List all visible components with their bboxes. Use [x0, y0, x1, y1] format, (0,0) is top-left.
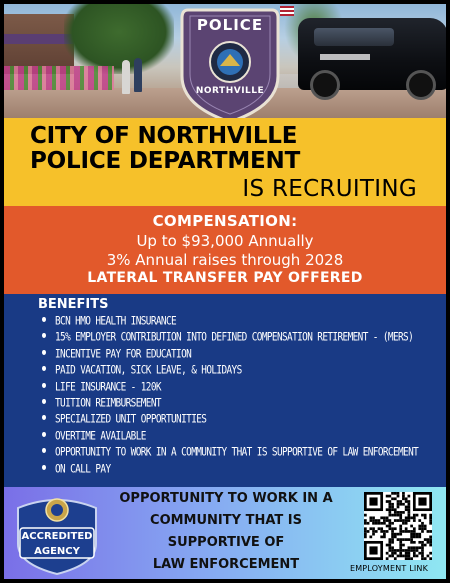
recruitment-poster: [4, 4, 446, 579]
badge-top-text: POLICE: [196, 16, 264, 34]
benefit-text: ON CALL PAY: [55, 461, 111, 476]
bullet-icon: [42, 350, 46, 355]
bullet-icon: [42, 333, 46, 338]
benefit-text: OVERTIME AVAILABLE: [55, 429, 146, 443]
title-line-1: CITY OF NORTHVILLE: [30, 123, 298, 149]
trees: [64, 4, 174, 74]
benefit-text: 15% EMPLOYER CONTRIBUTION INTO DEFINED COMPENSATION RETIREMENT - (MERS): [55, 330, 414, 345]
benefit-text: BCN HMO HEALTH INSURANCE: [55, 314, 177, 329]
qr-code-icon: [364, 492, 432, 560]
badge-bottom-text: NORTHVILLE: [195, 86, 265, 96]
benefit-text: LIFE INSURANCE - 120K: [55, 380, 161, 394]
benefit-text: INCENTIVE PAY FOR EDUCATION: [55, 347, 192, 361]
opportunity-line-3: SUPPORTIVE OF: [167, 535, 285, 550]
opportunity-statement: [110, 488, 342, 576]
bullet-icon: [42, 366, 46, 371]
benefit-text: PAID VACATION, SICK LEAVE, & HOLIDAYS: [55, 363, 242, 378]
benefits-list: [42, 314, 418, 478]
compensation-heading: COMPENSATION:: [152, 212, 298, 230]
bullet-icon: [42, 383, 46, 388]
list-item: [42, 459, 418, 479]
benefits-heading: BENEFITS: [38, 297, 109, 312]
compensation-salary: Up to $93,000 Annually: [136, 232, 314, 250]
bullet-icon: [42, 415, 46, 420]
opportunity-line-1: OPPORTUNITY TO WORK IN A: [119, 491, 333, 506]
page-title: [30, 124, 300, 174]
pedestrian: [122, 60, 130, 94]
flower-bed: [4, 66, 114, 90]
qr-code[interactable]: [364, 492, 432, 560]
accredited-agency-emblem: [12, 492, 102, 576]
police-badge-icon: [180, 6, 280, 124]
accredited-line-1: ACCREDITED: [21, 531, 93, 542]
bullet-icon: [42, 448, 46, 453]
compensation-raises: 3% Annual raises through 2028: [106, 251, 344, 269]
police-vehicle: [298, 18, 446, 90]
qr-caption: EMPLOYMENT LINK: [349, 564, 429, 573]
bullet-icon: [42, 432, 46, 437]
accredited-line-2: AGENCY: [34, 546, 80, 557]
american-flag-icon: [280, 6, 294, 16]
recruiting-subtitle: IS RECRUITING: [242, 176, 417, 202]
opportunity-line-2: COMMUNITY THAT IS: [150, 513, 302, 528]
benefit-text: TUITION REIMBURSEMENT: [55, 396, 161, 411]
bullet-icon: [42, 464, 46, 469]
bullet-icon: [42, 317, 46, 322]
benefit-text: OPPORTUNITY TO WORK IN A COMMUNITY THAT IS SUPPORTIVE OF LAW ENFORCEMENT: [55, 445, 419, 460]
benefit-text: SPECIALIZED UNIT OPPORTUNITIES: [55, 412, 207, 427]
lateral-transfer-note: LATERAL TRANSFER PAY OFFERED: [87, 270, 363, 286]
title-line-2: POLICE DEPARTMENT: [30, 148, 301, 174]
opportunity-line-4: LAW ENFORCEMENT: [152, 557, 300, 572]
bullet-icon: [42, 399, 46, 404]
pedestrian: [134, 58, 142, 92]
